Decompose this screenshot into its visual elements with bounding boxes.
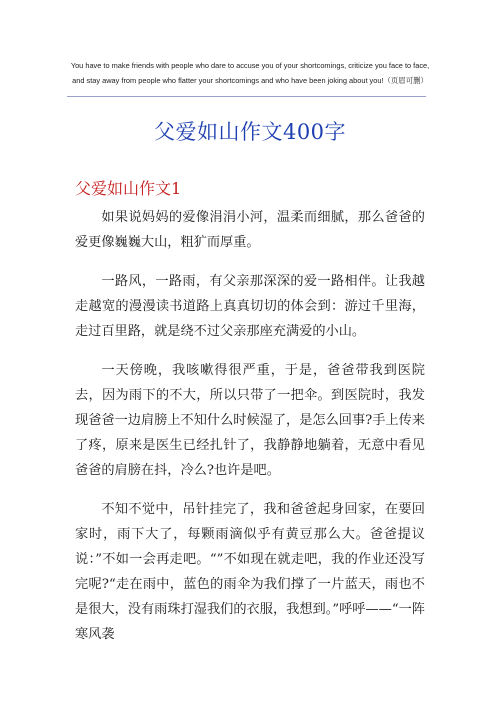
paragraph: 一天傍晚，我咳嗽得很严重，于是，爸爸带我到医院去，因为雨下的不大，所以只带了一把伞。到医院时，我发现爸爸一边肩膀上不知什么时候湿了，是怎么回事?手上传来了疼，原来是医生已经扎针了，我静静地躺着，无意中看见爸爸的肩膀在抖，冷么?也许是吧。 bbox=[75, 363, 425, 478]
paragraph: 一路风，一路雨，有父亲那深深的爱一路相伴。让我越走越宽的漫漫读书道路上真真切切的体会到：游过千里海，走过百里路，就是绕不过父亲那座充满爱的小山。 bbox=[75, 274, 425, 339]
article-body bbox=[75, 205, 425, 661]
paragraph: 如果说妈妈的爱像涓涓小河，温柔而细腻，那么爸爸的爱更像巍巍大山，粗犷而厚重。 bbox=[75, 210, 425, 250]
header-quote-line-1: You have to make friends with people who dare to accuse you of your shortcomings, criticize you face to face, bbox=[70, 61, 430, 70]
header-quote-line-2: and stay away from people who flatter your shortcomings and who have been joking about you!（页眉可删） bbox=[72, 76, 428, 85]
paragraph: 不知不觉中，吊针挂完了，我和爸爸起身回家，在要回家时，雨下大了，每颗雨滴似乎有黄豆那么大。爸爸提议说：”不如一会再走吧。“”不如现在就走吧，我的作业还没写完呢?“走在雨中，蓝色的雨伞为我们撑了一片蓝天，雨也不是很大，没有雨珠打湿我们的衣服，我想到。”呼呼——“一阵寒风袭 bbox=[75, 502, 425, 642]
page-header bbox=[40, 58, 460, 88]
header-divider bbox=[67, 96, 426, 97]
document-title: 父爱如山作文400字 bbox=[153, 120, 347, 144]
section-title: 父爱如山作文1 bbox=[75, 179, 182, 198]
